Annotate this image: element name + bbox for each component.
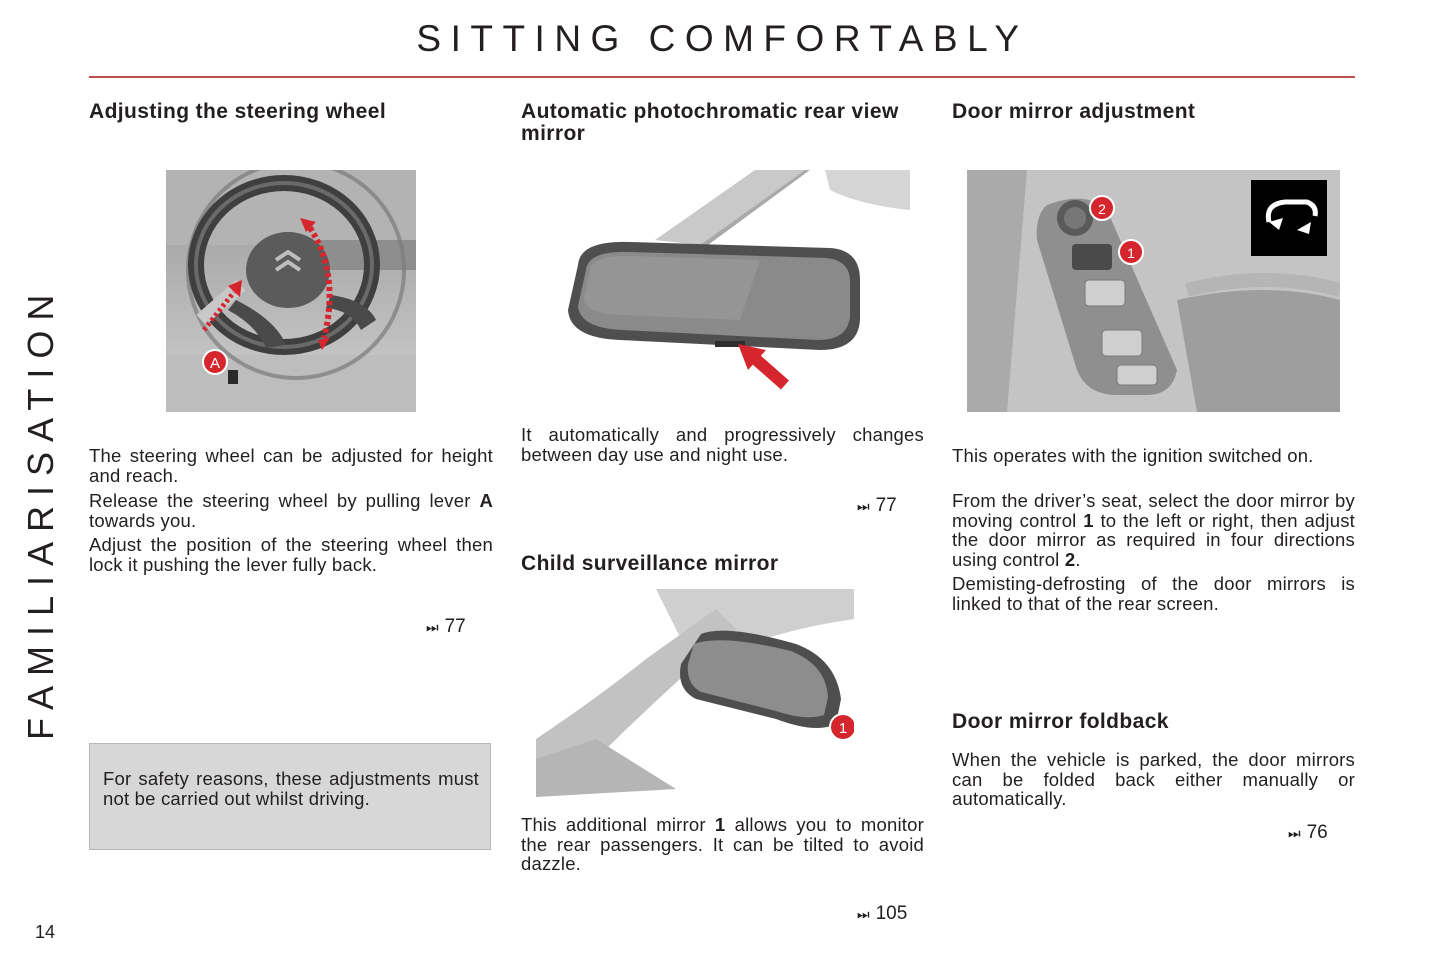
rear-mirror-heading: Automatic photochromatic rear view mirror <box>521 100 899 145</box>
page-number: 14 <box>35 922 56 942</box>
figure-callout-1: 1 <box>838 720 848 737</box>
skip-forward-icon: ⏭ <box>857 498 868 514</box>
rear-mirror-page-ref[interactable]: ⏭ 77 <box>857 495 897 516</box>
steering-paragraph-1: The steering wheel can be adjusted for height and reach. <box>89 445 493 486</box>
skip-forward-icon: ⏭ <box>857 906 868 922</box>
door-mirror-heading: Door mirror adjustment <box>952 100 1196 123</box>
figure-callout-2: 2 <box>1098 201 1106 217</box>
figure-callout-a: A <box>209 355 221 372</box>
steering-wheel-figure <box>166 170 416 412</box>
child-mirror-page-ref[interactable]: ⏭ 105 <box>857 903 908 924</box>
safety-warning-box <box>89 743 491 850</box>
door-mirror-paragraph-3: Demisting-defrosting of the door mirrors is linked to that of the rear screen. <box>952 573 1355 614</box>
door-mirror-controls-figure <box>967 170 1340 412</box>
skip-forward-icon: ⏭ <box>426 619 437 635</box>
skip-forward-icon: ⏭ <box>1288 825 1299 841</box>
title-divider <box>89 76 1355 78</box>
steering-heading: Adjusting the steering wheel <box>89 100 387 123</box>
foldback-text: When the vehicle is parked, the door mirrors can be folded back either manually or automatically. <box>952 749 1355 809</box>
child-mirror-heading: Child surveillance mirror <box>521 552 779 575</box>
page-title: SITTING COMFORTABLY <box>416 18 1029 59</box>
door-mirror-paragraph-2: From the driver’s seat, select the door mirror by moving control 1 to the left or right, then adjust the door mirror as required in four directions using control 2. <box>952 490 1355 570</box>
section-side-label: FAMILIARISATION <box>20 284 61 740</box>
child-mirror-text: This additional mirror 1 allows you to monitor the rear passengers. It can be tilted to avoid dazzle. <box>521 814 925 874</box>
rear-mirror-text: It automatically and progressively changes between day use and night use. <box>521 424 924 465</box>
steering-page-ref[interactable]: ⏭ 77 <box>426 616 466 637</box>
figure-callout-1: 1 <box>1127 245 1135 261</box>
safety-warning-text: For safety reasons, these adjustments must not be carried out whilst driving. <box>103 768 479 809</box>
steering-paragraph-3: Adjust the position of the steering wheel then lock it pushing the lever fully back. <box>89 534 493 575</box>
rear-view-mirror-figure <box>560 170 910 392</box>
child-surveillance-mirror-figure <box>536 589 854 797</box>
foldback-page-ref[interactable]: ⏭ 76 <box>1288 822 1328 843</box>
door-mirror-paragraph-1: This operates with the ignition switched on. <box>952 445 1314 466</box>
steering-paragraph-2: Release the steering wheel by pulling lever A towards you. <box>89 490 493 531</box>
foldback-heading: Door mirror foldback <box>952 710 1169 733</box>
